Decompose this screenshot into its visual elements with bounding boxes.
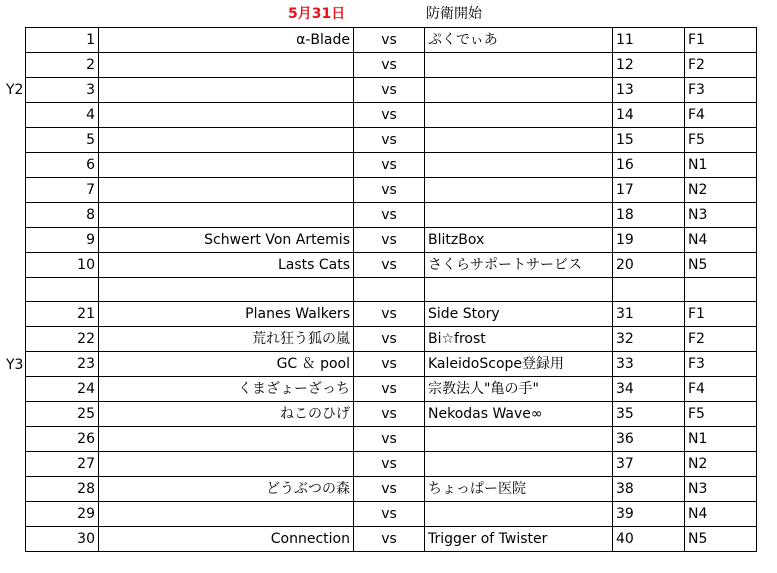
cell-right-team: Nekodas Wave∞ bbox=[425, 402, 613, 427]
cell-second-number: 13 bbox=[613, 78, 685, 103]
spacer-row bbox=[26, 278, 757, 302]
cell-slot: F3 bbox=[685, 78, 757, 103]
table-row bbox=[26, 477, 757, 502]
table-row bbox=[26, 302, 757, 327]
cell-second-number: 40 bbox=[613, 527, 685, 552]
cell-slot: N4 bbox=[685, 228, 757, 253]
table-row bbox=[26, 28, 757, 53]
cell-vs: vs bbox=[354, 452, 425, 477]
cell-right-team: ぷくでぃあ bbox=[425, 28, 613, 53]
cell-right-team bbox=[425, 178, 613, 203]
cell-right-team: さくらサポートサービス bbox=[425, 253, 613, 278]
cell-left-team bbox=[99, 502, 354, 527]
cell-left-team: Planes Walkers bbox=[99, 302, 354, 327]
cell-second-number: 16 bbox=[613, 153, 685, 178]
cell-left-team: くまざょーざっち bbox=[99, 377, 354, 402]
cell-match-number: 26 bbox=[26, 427, 99, 452]
cell-right-team bbox=[425, 78, 613, 103]
group-label-y2: Y2 bbox=[6, 82, 24, 98]
cell-match-number: 5 bbox=[26, 128, 99, 153]
cell-slot: F4 bbox=[685, 377, 757, 402]
cell-match-number: 27 bbox=[26, 452, 99, 477]
cell-right-team: Bi☆frost bbox=[425, 327, 613, 352]
cell-vs: vs bbox=[354, 103, 425, 128]
cell-left-team bbox=[99, 103, 354, 128]
cell-vs: vs bbox=[354, 128, 425, 153]
match-table bbox=[25, 27, 757, 552]
cell-second-number: 33 bbox=[613, 352, 685, 377]
cell-left-team bbox=[99, 153, 354, 178]
table-row bbox=[26, 203, 757, 228]
cell-right-team bbox=[425, 128, 613, 153]
cell-vs: vs bbox=[354, 302, 425, 327]
cell-vs: vs bbox=[354, 352, 425, 377]
cell-match-number: 7 bbox=[26, 178, 99, 203]
cell-right-team bbox=[425, 502, 613, 527]
cell-vs: vs bbox=[354, 253, 425, 278]
cell-left-team: Schwert Von Artemis bbox=[99, 228, 354, 253]
table-row bbox=[26, 527, 757, 552]
cell-left-team: 荒れ狂う狐の嵐 bbox=[99, 327, 354, 352]
cell-second-number: 39 bbox=[613, 502, 685, 527]
cell-second-number: 11 bbox=[613, 28, 685, 53]
cell-right-team: Side Story bbox=[425, 302, 613, 327]
cell-left-team bbox=[99, 427, 354, 452]
cell-slot: N2 bbox=[685, 178, 757, 203]
cell-vs: vs bbox=[354, 178, 425, 203]
cell-left-team bbox=[99, 452, 354, 477]
cell-left-team: ねこのひげ bbox=[99, 402, 354, 427]
cell-slot: N5 bbox=[685, 527, 757, 552]
cell-slot: N2 bbox=[685, 452, 757, 477]
table-row bbox=[26, 352, 757, 377]
cell-match-number: 2 bbox=[26, 53, 99, 78]
cell-slot: F1 bbox=[685, 302, 757, 327]
cell-left-team bbox=[99, 203, 354, 228]
table-row bbox=[26, 502, 757, 527]
cell-match-number: 21 bbox=[26, 302, 99, 327]
table-row bbox=[26, 452, 757, 477]
cell-second-number: 19 bbox=[613, 228, 685, 253]
cell-right-team bbox=[425, 203, 613, 228]
schedule-date: 5月31日 bbox=[288, 6, 346, 22]
cell-left-team: Connection bbox=[99, 527, 354, 552]
cell-slot: F5 bbox=[685, 402, 757, 427]
cell-slot: F1 bbox=[685, 28, 757, 53]
cell-right-team: Trigger of Twister bbox=[425, 527, 613, 552]
table-row bbox=[26, 53, 757, 78]
cell-second-number: 20 bbox=[613, 253, 685, 278]
cell-match-number: 28 bbox=[26, 477, 99, 502]
table-row bbox=[26, 228, 757, 253]
cell-match-number: 6 bbox=[26, 153, 99, 178]
empty-cell bbox=[425, 278, 613, 302]
table-row bbox=[26, 427, 757, 452]
cell-second-number: 15 bbox=[613, 128, 685, 153]
cell-match-number: 8 bbox=[26, 203, 99, 228]
cell-second-number: 31 bbox=[613, 302, 685, 327]
cell-right-team: BlitzBox bbox=[425, 228, 613, 253]
table-row bbox=[26, 78, 757, 103]
cell-vs: vs bbox=[354, 377, 425, 402]
cell-right-team: KaleidoScope登録用 bbox=[425, 352, 613, 377]
cell-left-team: どうぶつの森 bbox=[99, 477, 354, 502]
group-label-y3: Y3 bbox=[6, 357, 24, 373]
cell-right-team: 宗教法人"亀の手" bbox=[425, 377, 613, 402]
cell-match-number: 1 bbox=[26, 28, 99, 53]
cell-second-number: 14 bbox=[613, 103, 685, 128]
cell-vs: vs bbox=[354, 228, 425, 253]
cell-vs: vs bbox=[354, 153, 425, 178]
cell-left-team bbox=[99, 78, 354, 103]
cell-slot: F4 bbox=[685, 103, 757, 128]
cell-slot: N1 bbox=[685, 153, 757, 178]
cell-second-number: 18 bbox=[613, 203, 685, 228]
cell-match-number: 4 bbox=[26, 103, 99, 128]
table-row bbox=[26, 178, 757, 203]
table-row bbox=[26, 327, 757, 352]
cell-left-team: GC ＆ pool bbox=[99, 352, 354, 377]
cell-match-number: 29 bbox=[26, 502, 99, 527]
cell-left-team bbox=[99, 178, 354, 203]
cell-second-number: 36 bbox=[613, 427, 685, 452]
cell-match-number: 25 bbox=[26, 402, 99, 427]
cell-match-number: 24 bbox=[26, 377, 99, 402]
cell-match-number: 23 bbox=[26, 352, 99, 377]
cell-slot: N4 bbox=[685, 502, 757, 527]
cell-right-team: ちょっぱー医院 bbox=[425, 477, 613, 502]
cell-vs: vs bbox=[354, 327, 425, 352]
table-row bbox=[26, 253, 757, 278]
cell-match-number: 30 bbox=[26, 527, 99, 552]
cell-second-number: 17 bbox=[613, 178, 685, 203]
table-row bbox=[26, 103, 757, 128]
cell-second-number: 38 bbox=[613, 477, 685, 502]
cell-match-number: 10 bbox=[26, 253, 99, 278]
empty-cell bbox=[99, 278, 354, 302]
cell-right-team bbox=[425, 153, 613, 178]
cell-slot: F2 bbox=[685, 53, 757, 78]
cell-right-team bbox=[425, 53, 613, 78]
cell-second-number: 32 bbox=[613, 327, 685, 352]
table-row bbox=[26, 402, 757, 427]
cell-vs: vs bbox=[354, 78, 425, 103]
cell-second-number: 37 bbox=[613, 452, 685, 477]
cell-right-team bbox=[425, 427, 613, 452]
table-row bbox=[26, 377, 757, 402]
cell-vs: vs bbox=[354, 502, 425, 527]
cell-slot: F2 bbox=[685, 327, 757, 352]
cell-slot: F5 bbox=[685, 128, 757, 153]
cell-slot: N3 bbox=[685, 203, 757, 228]
empty-cell bbox=[613, 278, 685, 302]
empty-cell bbox=[26, 278, 99, 302]
cell-match-number: 9 bbox=[26, 228, 99, 253]
cell-second-number: 12 bbox=[613, 53, 685, 78]
cell-left-team bbox=[99, 128, 354, 153]
cell-right-team bbox=[425, 103, 613, 128]
cell-slot: N5 bbox=[685, 253, 757, 278]
defense-start-label: 防衛開始 bbox=[426, 6, 482, 22]
cell-left-team: α-Blade bbox=[99, 28, 354, 53]
cell-second-number: 35 bbox=[613, 402, 685, 427]
empty-cell bbox=[354, 278, 425, 302]
cell-vs: vs bbox=[354, 477, 425, 502]
cell-slot: N1 bbox=[685, 427, 757, 452]
cell-vs: vs bbox=[354, 402, 425, 427]
cell-match-number: 3 bbox=[26, 78, 99, 103]
cell-right-team bbox=[425, 452, 613, 477]
cell-vs: vs bbox=[354, 527, 425, 552]
cell-left-team bbox=[99, 53, 354, 78]
cell-slot: F3 bbox=[685, 352, 757, 377]
table-row bbox=[26, 128, 757, 153]
cell-match-number: 22 bbox=[26, 327, 99, 352]
cell-vs: vs bbox=[354, 28, 425, 53]
cell-second-number: 34 bbox=[613, 377, 685, 402]
cell-left-team: Lasts Cats bbox=[99, 253, 354, 278]
cell-slot: N3 bbox=[685, 477, 757, 502]
empty-cell bbox=[685, 278, 757, 302]
cell-vs: vs bbox=[354, 427, 425, 452]
table-row bbox=[26, 153, 757, 178]
cell-vs: vs bbox=[354, 203, 425, 228]
cell-vs: vs bbox=[354, 53, 425, 78]
